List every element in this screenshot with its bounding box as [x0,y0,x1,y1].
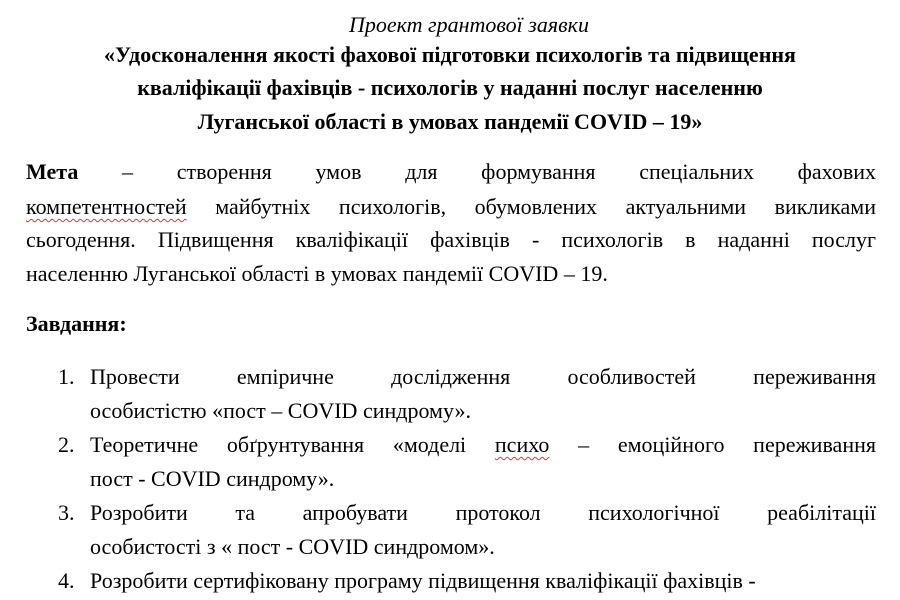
task-2-line-1 [90,430,876,460]
task-1-line-1: Провести емпіричне дослідження особливостей переживання [90,364,876,389]
goal-line-1-text: – створення умов для формування спеціальних фахових [122,159,877,184]
task-3-number: 3. [58,500,75,525]
goal-line-2-text: майбутніх психологів, обумовлених актуальними викликами [186,194,876,219]
task-4-number: 4. [58,568,75,593]
document-title-line-2: кваліфікації фахівців - психологів у наданні послуг населенню [137,75,763,100]
task-3-line-1: Розробити та апробувати протокол психологічної реабілітації [90,500,876,525]
document-title-line-1: «Удосконалення якості фахової підготовки психологів та підвищення [104,42,796,67]
task-3-line-2: особистості з « пост - COVID синдромом». [90,534,495,559]
task-2-line-2: пост - COVID синдрому». [90,466,335,491]
goal-line-2 [26,192,876,222]
task-1-number: 1. [58,364,75,389]
spellcheck-marked-word: психо [494,432,550,457]
goal-label: Мета [26,159,79,184]
document-title-line-3: Луганської області в умовах пандемії COVID – 19» [197,109,703,134]
task-2-line-1-before: Теоретичне обґрунтування «моделі [90,432,495,457]
spellcheck-marked-word: компетентностей [26,194,187,219]
goal-line-1 [26,157,876,187]
task-4-line-1: Розробити сертифіковану програму підвищення кваліфікації фахівців - [90,568,756,593]
task-1-line-2: особистістю «пост – COVID синдрому». [90,398,472,423]
goal-line-3: сьогодення. Підвищення кваліфікації фахівців - психологів в наданні послуг [26,227,876,252]
tasks-heading: Завдання: [26,311,127,336]
task-2-line-1-after: – емоційного переживання [549,432,876,457]
task-2-number: 2. [58,432,75,457]
goal-line-4: населенню Луганської області в умовах пандемії COVID – 19. [26,261,608,286]
document-subtitle: Проект грантової заявки [349,12,589,37]
